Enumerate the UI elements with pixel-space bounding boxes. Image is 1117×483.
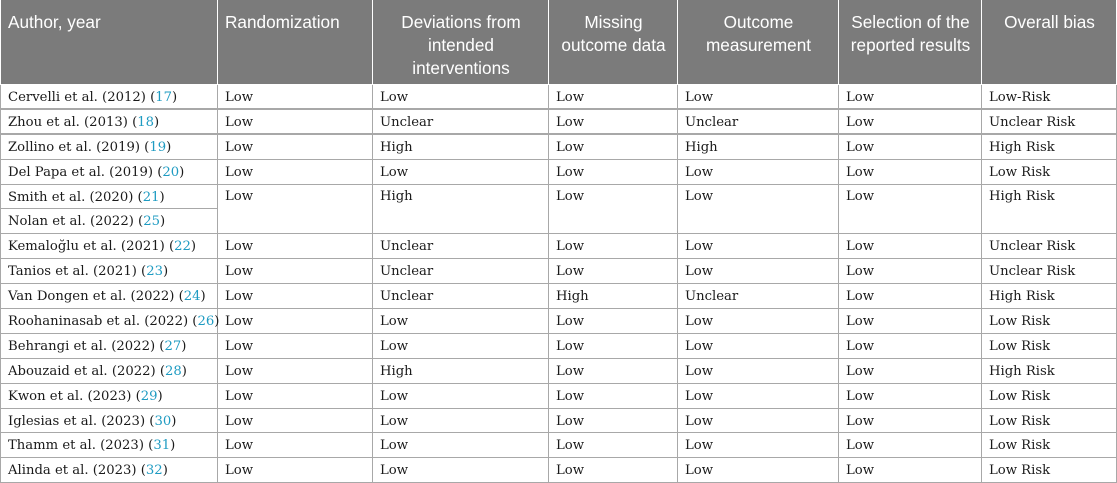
cell-outcome: Low (678, 159, 839, 184)
cell-randomization: Low (218, 159, 373, 184)
cell-selection: Low (839, 383, 982, 408)
cell-outcome: Low (678, 458, 839, 483)
table-header-row (1, 0, 1117, 85)
cell-randomization: Low (218, 284, 373, 309)
cell-outcome: Low (678, 408, 839, 433)
cell-outcome: Low (678, 234, 839, 259)
reference-link[interactable]: 19 (149, 139, 167, 155)
cell-selection: Low (839, 184, 982, 234)
cell-randomization: Low (218, 234, 373, 259)
table-row (1, 433, 1117, 458)
cell-randomization: Low (218, 85, 373, 110)
cell-deviations: Low (373, 458, 549, 483)
cell-missing: Low (549, 333, 678, 358)
cell-selection: Low (839, 358, 982, 383)
cell-overall: Low Risk (982, 333, 1117, 358)
cell-missing: Low (549, 408, 678, 433)
cell-deviations: Unclear (373, 234, 549, 259)
cell-deviations: High (373, 358, 549, 383)
cell-selection: Low (839, 109, 982, 134)
cell-selection: Low (839, 259, 982, 284)
cell-selection: Low (839, 408, 982, 433)
cell-missing: Low (549, 109, 678, 134)
table-row (1, 234, 1117, 259)
cell-missing: High (549, 284, 678, 309)
reference-link[interactable]: 25 (143, 214, 160, 230)
table-row (1, 408, 1117, 433)
table-row (1, 109, 1117, 134)
header-author-year: Author, year (1, 0, 218, 85)
cell-missing: Low (549, 85, 678, 110)
cell-outcome: Low (678, 333, 839, 358)
cell-missing: Low (549, 159, 678, 184)
cell-deviations: Low (373, 408, 549, 433)
cell-author: Iglesias et al. (2023) (30) (1, 408, 218, 433)
cell-selection: Low (839, 284, 982, 309)
cell-overall: Low Risk (982, 159, 1117, 184)
cell-author: Abouzaid et al. (2022) (28) (1, 358, 218, 383)
cell-deviations: Unclear (373, 284, 549, 309)
header-deviations: Deviations from intended interventions (373, 0, 549, 85)
header-selection-reported-results: Selection of the reported results (839, 0, 982, 85)
cell-missing: Low (549, 358, 678, 383)
reference-link[interactable]: 30 (154, 413, 172, 429)
cell-deviations: High (373, 134, 549, 159)
cell-author: Kemaloğlu et al. (2021) (22) (1, 234, 218, 259)
cell-deviations: Low (373, 333, 549, 358)
cell-overall: High Risk (982, 284, 1117, 309)
cell-selection: Low (839, 159, 982, 184)
cell-overall: High Risk (982, 184, 1117, 234)
cell-selection: Low (839, 433, 982, 458)
table-row (1, 358, 1117, 383)
cell-deviations: Low (373, 383, 549, 408)
cell-missing: Low (549, 458, 678, 483)
cell-author: Thamm et al. (2023) (31) (1, 433, 218, 458)
cell-randomization: Low (218, 134, 373, 159)
cell-outcome: Low (678, 433, 839, 458)
cell-author: Behrangi et al. (2022) (27) (1, 333, 218, 358)
cell-author: Zhou et al. (2013) (18) (1, 109, 218, 134)
cell-author: Del Papa et al. (2019) (20) (1, 159, 218, 184)
reference-link[interactable]: 32 (145, 463, 163, 479)
cell-overall: Low Risk (982, 408, 1117, 433)
reference-link[interactable]: 20 (162, 164, 180, 180)
reference-link[interactable]: 17 (155, 89, 173, 105)
cell-outcome: High (678, 134, 839, 159)
table-row (1, 159, 1117, 184)
cell-deviations: High (373, 184, 549, 234)
cell-outcome: Low (678, 358, 839, 383)
table-row (1, 309, 1117, 334)
table-row (1, 85, 1117, 110)
cell-deviations: Low (373, 309, 549, 334)
cell-selection: Low (839, 85, 982, 110)
reference-link[interactable]: 29 (140, 388, 158, 404)
cell-outcome: Low (678, 383, 839, 408)
cell-overall: Unclear Risk (982, 234, 1117, 259)
reference-link[interactable]: 27 (164, 338, 182, 354)
cell-selection: Low (839, 333, 982, 358)
cell-author: Alinda et al. (2023) (32) (1, 458, 218, 483)
cell-missing: Low (549, 259, 678, 284)
cell-missing: Low (549, 134, 678, 159)
reference-link[interactable]: 18 (137, 114, 155, 130)
cell-overall: High Risk (982, 134, 1117, 159)
reference-link[interactable]: 24 (183, 289, 201, 305)
cell-overall: High Risk (982, 358, 1117, 383)
cell-missing: Low (549, 309, 678, 334)
header-outcome-measurement: Outcome measurement (678, 0, 839, 85)
cell-randomization: Low (218, 383, 373, 408)
cell-deviations: Low (373, 85, 549, 110)
cell-author: Tanios et al. (2021) (23) (1, 259, 218, 284)
reference-link[interactable]: 23 (146, 264, 163, 280)
cell-deviations: Low (373, 433, 549, 458)
table-row (1, 184, 1117, 209)
cell-deviations: Unclear (373, 259, 549, 284)
table-row (1, 284, 1117, 309)
reference-link[interactable]: 31 (153, 438, 171, 454)
cell-outcome: Low (678, 309, 839, 334)
cell-outcome: Unclear (678, 109, 839, 134)
cell-overall: Unclear Risk (982, 259, 1117, 284)
cell-missing: Low (549, 433, 678, 458)
cell-author: Cervelli et al. (2012) (17) (1, 85, 218, 110)
cell-overall: Unclear Risk (982, 109, 1117, 134)
cell-overall: Low-Risk (982, 85, 1117, 110)
cell-outcome: Low (678, 259, 839, 284)
cell-randomization: Low (218, 259, 373, 284)
header-overall-bias: Overall bias (982, 0, 1117, 85)
cell-outcome: Unclear (678, 284, 839, 309)
cell-missing: Low (549, 234, 678, 259)
cell-randomization: Low (218, 408, 373, 433)
header-randomization: Randomization (218, 0, 373, 85)
cell-randomization: Low (218, 358, 373, 383)
reference-link[interactable]: 28 (165, 363, 182, 379)
cell-randomization: Low (218, 184, 373, 234)
table-row (1, 259, 1117, 284)
reference-link[interactable]: 26 (197, 313, 215, 329)
cell-randomization: Low (218, 309, 373, 334)
table-row (1, 134, 1117, 159)
cell-selection: Low (839, 458, 982, 483)
cell-overall: Low Risk (982, 458, 1117, 483)
cell-selection: Low (839, 134, 982, 159)
cell-selection: Low (839, 309, 982, 334)
cell-selection: Low (839, 234, 982, 259)
cell-author: Nolan et al. (2022) (25) (1, 209, 218, 234)
cell-deviations: Low (373, 159, 549, 184)
cell-randomization: Low (218, 458, 373, 483)
cell-randomization: Low (218, 109, 373, 134)
table-row (1, 383, 1117, 408)
cell-randomization: Low (218, 433, 373, 458)
cell-overall: Low Risk (982, 433, 1117, 458)
cell-deviations: Unclear (373, 109, 549, 134)
cell-randomization: Low (218, 333, 373, 358)
cell-outcome: Low (678, 85, 839, 110)
cell-author: Smith et al. (2020) (21) (1, 184, 218, 209)
reference-link[interactable]: 22 (174, 239, 191, 255)
header-missing-outcome-data: Missing outcome data (549, 0, 678, 85)
cell-missing: Low (549, 184, 678, 234)
reference-link[interactable]: 21 (142, 189, 160, 205)
cell-author: Kwon et al. (2023) (29) (1, 383, 218, 408)
cell-author: Roohaninasab et al. (2022) (26) (1, 309, 218, 334)
cell-missing: Low (549, 383, 678, 408)
cell-author: Van Dongen et al. (2022) (24) (1, 284, 218, 309)
cell-author: Zollino et al. (2019) (19) (1, 134, 218, 159)
cell-outcome: Low (678, 184, 839, 234)
cell-overall: Low Risk (982, 383, 1117, 408)
table-row (1, 333, 1117, 358)
cell-overall: Low Risk (982, 309, 1117, 334)
table-row (1, 458, 1117, 483)
